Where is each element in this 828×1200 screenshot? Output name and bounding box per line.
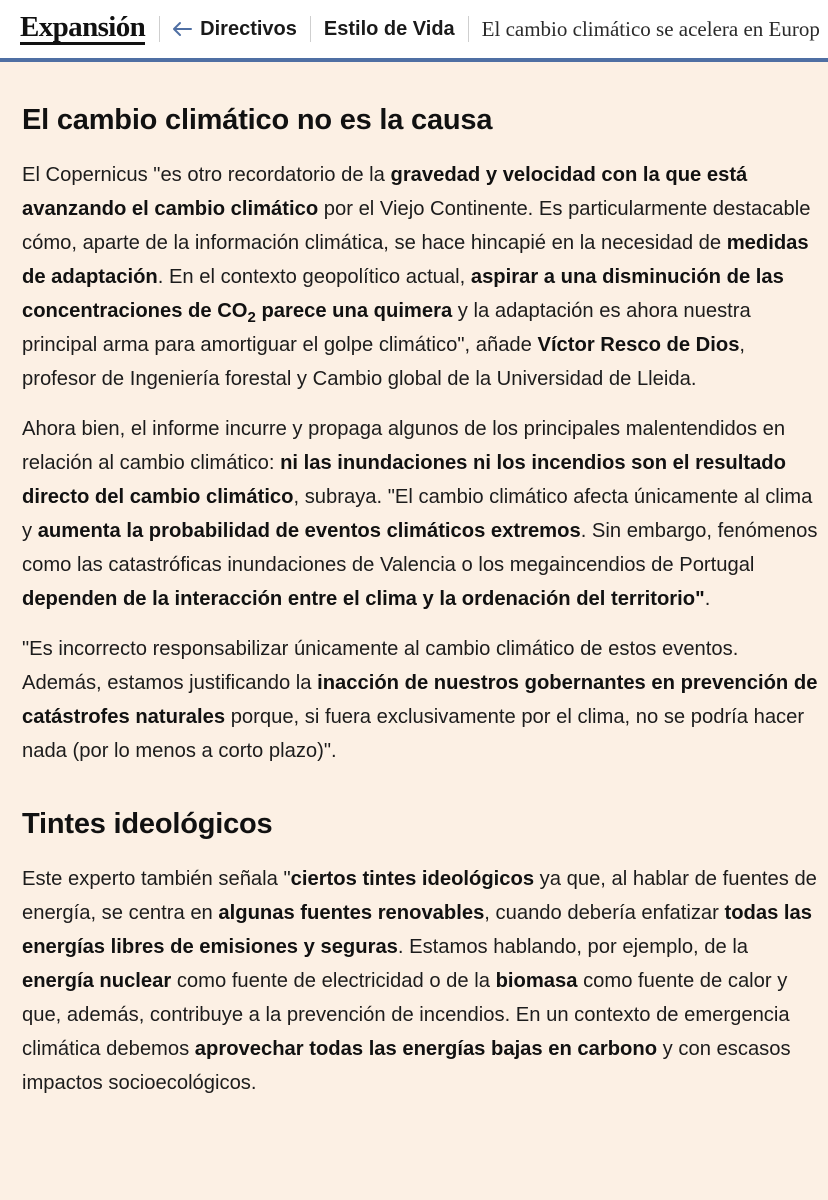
text-run: como fuente de electricidad o de la: [171, 970, 496, 992]
text-run: El Copernicus "es otro recordatorio de la: [22, 164, 391, 186]
text-run: . Sin embargo, fenómenos como las catastróficas inundaciones de Valencia o los megaincendios de Portugal: [22, 520, 818, 576]
nav-link-directivos[interactable]: Directivos: [200, 17, 297, 40]
nav-link-estilo-de-vida[interactable]: Estilo de Vida: [323, 17, 455, 40]
article-paragraph: [22, 158, 818, 396]
text-run: . En el contexto geopolítico actual,: [157, 266, 471, 288]
bold-emphasis: medidas de adaptación: [22, 232, 809, 288]
bold-emphasis: dependen de la interacción entre el clima y la ordenación del territorio": [22, 588, 705, 610]
bold-emphasis: gravedad y velocidad con la que está avanzando el cambio climático: [22, 164, 748, 220]
text-run: y la adaptación es ahora nuestra principal arma para amortiguar el golpe climático", añade: [22, 300, 751, 356]
bold-emphasis: ciertos tintes ideológicos: [290, 868, 535, 890]
text-run: .: [704, 588, 711, 610]
text-run: . Estamos hablando, por ejemplo, de la: [397, 936, 749, 958]
bold-emphasis: ni las inundaciones ni los incendios son el resultado directo del cambio climático: [22, 452, 786, 508]
text-run: Ahora bien, el informe incurre y propaga algunos de los principales malentendidos en relación al cambio climático:: [22, 418, 786, 474]
bold-emphasis: energía nuclear: [22, 970, 172, 992]
section-heading: Tintes ideológicos: [22, 808, 273, 840]
text-run: porque, si fuera exclusivamente por el clima, no se podría hacer nada (por lo menos a corto plazo)".: [22, 706, 805, 762]
text-run: ya que, al hablar de fuentes de energía, se centra en: [22, 868, 817, 924]
bold-emphasis: aumenta la probabilidad de eventos climáticos extremos: [37, 520, 581, 542]
bold-emphasis: algunas fuentes renovables: [218, 902, 485, 924]
bold-emphasis: parece una quimera: [255, 300, 453, 322]
bold-emphasis: inacción de nuestros gobernantes en prevención de catástrofes naturales: [22, 672, 818, 728]
bold-emphasis: aprovechar todas las energías bajas en carbono: [194, 1038, 658, 1060]
text-run: , subraya. "El cambio climático afecta únicamente al clima y: [22, 486, 813, 542]
text-run: como fuente de calor y que, además, contribuye a la prevención de incendios. En un contexto de emergencia climática debemos: [22, 970, 790, 1060]
article-title-truncated: El cambio climático se acelera en Europ: [481, 16, 820, 41]
article-paragraph: [22, 632, 818, 768]
back-arrow-icon[interactable]: [170, 17, 194, 41]
site-logo[interactable]: Expansión: [20, 11, 146, 43]
text-run: por el Viejo Continente. Es particularmente destacable cómo, aparte de la información climática, se hace hincapié en la necesidad de: [22, 198, 811, 254]
top-navigation-bar: [0, 0, 828, 62]
divider: [159, 16, 160, 42]
article-paragraph: [22, 862, 818, 1100]
divider: [468, 16, 469, 42]
section-heading: El cambio climático no es la causa: [22, 104, 493, 136]
article-paragraph: [22, 412, 818, 616]
text-run: , cuando debería enfatizar: [484, 902, 725, 924]
bold-emphasis: Víctor Resco de Dios: [537, 334, 740, 356]
bold-emphasis: [247, 300, 256, 326]
text-run: "Es incorrecto responsabilizar únicamente al cambio climático de estos eventos. Además, estamos justificando la: [22, 638, 739, 694]
text-run: Este experto también señala ": [22, 868, 291, 890]
text-run: y con escasos impactos socioecológicos.: [22, 1038, 791, 1094]
bold-emphasis: aspirar a una disminución de las concentraciones de CO: [22, 266, 784, 322]
subscript: 2: [247, 309, 256, 326]
article-body: [22, 62, 818, 1100]
text-run: , profesor de Ingeniería forestal y Cambio global de la Universidad de Lleida.: [22, 334, 746, 390]
bold-emphasis: todas las energías libres de emisiones y seguras: [22, 902, 812, 958]
divider: [310, 16, 311, 42]
bold-emphasis: biomasa: [495, 970, 578, 992]
